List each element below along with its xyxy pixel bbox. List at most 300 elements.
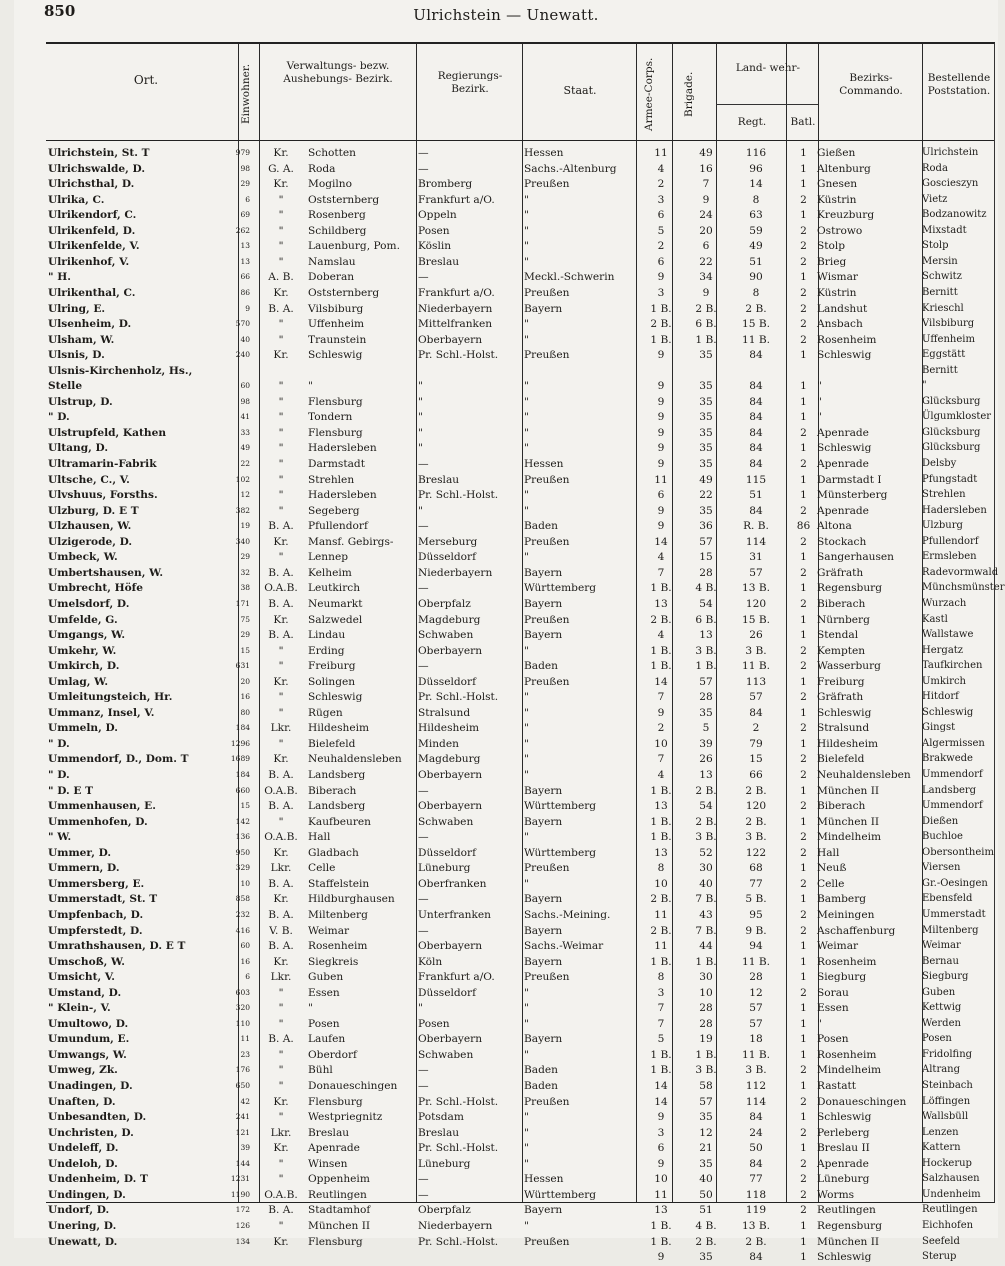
landwehr-batl-cell: 1 <box>800 162 807 175</box>
landwehr-regt-cell: 120 <box>745 597 767 610</box>
armee-corps-cell: 11 <box>654 908 668 921</box>
armee-corps-cell: 5 <box>657 1033 665 1046</box>
einwohner-cell: 102 <box>235 474 250 484</box>
aushebungsbezirk-cell: Schleswig <box>308 349 363 362</box>
staat-cell: " <box>524 318 529 331</box>
landwehr-batl-cell: 1 <box>800 411 807 424</box>
landwehr-regt-cell: 57 <box>749 691 763 704</box>
regierungsbezirk-cell: Posen <box>418 224 450 237</box>
landwehr-regt-cell: 31 <box>749 551 763 564</box>
armee-corps-cell: 1 B. <box>650 333 672 346</box>
landwehr-batl-cell: 1 <box>800 971 807 984</box>
einwohner-cell: 171 <box>235 598 250 608</box>
poststation-cell: Siegburg <box>922 971 969 983</box>
verwaltung-cell: Kr. <box>273 753 289 766</box>
regierungsbezirk-cell: — <box>418 1173 429 1186</box>
ort-cell: Ulrikendorf, C. <box>48 209 137 222</box>
verwaltung-cell: " <box>278 458 284 470</box>
armee-corps-cell: 8 <box>657 862 665 875</box>
regierungsbezirk-cell: Lüneburg <box>418 862 471 875</box>
brigade-cell: 4 B. <box>695 1219 717 1232</box>
brigade-cell: 35 <box>699 380 713 393</box>
ort-cell: Ultramarin-Fabrik <box>48 458 157 470</box>
verwaltung-cell: B. A. <box>268 1033 294 1046</box>
verwaltung-cell: Kr. <box>273 178 289 191</box>
landwehr-batl-cell: 1 <box>800 1235 807 1248</box>
staat-cell: Hessen <box>524 147 564 159</box>
bezirks-commando-cell: Biberach <box>817 800 866 813</box>
staat-cell: Preußen <box>524 862 570 875</box>
einwohner-cell: 232 <box>235 909 250 919</box>
landwehr-regt-cell: 2 B. <box>745 815 767 828</box>
poststation-cell: Glücksburg <box>922 442 981 454</box>
poststation-cell: Steinbach <box>922 1080 973 1091</box>
landwehr-regt-cell: 5 B. <box>745 893 767 906</box>
poststation-cell: Landsberg <box>922 784 977 796</box>
aushebungsbezirk-cell: Mansf. Gebirgs- <box>308 535 394 548</box>
einwohner-cell: 329 <box>235 863 250 873</box>
regierungsbezirk-cell: Düsseldorf <box>418 846 476 859</box>
regierungsbezirk-cell: Stralsund <box>418 706 471 719</box>
staat-cell: " <box>524 224 529 237</box>
landwehr-batl-cell: 2 <box>800 1095 807 1108</box>
poststation-cell: Kettwig <box>922 1002 962 1014</box>
einwohner-cell: 184 <box>235 723 250 733</box>
staat-cell: Württemberg <box>524 582 597 595</box>
armee-corps-cell: 9 <box>657 411 665 424</box>
verwaltung-cell: Kr. <box>273 613 289 626</box>
aushebungsbezirk-cell: Guben <box>308 971 344 984</box>
regierungsbezirk-cell: Frankfurt a/O. <box>418 286 495 299</box>
poststation-cell: Undenheim <box>922 1188 981 1200</box>
staat-cell: " <box>524 209 529 222</box>
bezirks-commando-cell: Gnesen <box>817 178 858 191</box>
armee-corps-cell: 3 <box>657 286 665 299</box>
landwehr-batl-cell: 2 <box>800 1173 807 1186</box>
staat-cell: Preußen <box>524 971 570 984</box>
armee-corps-cell: 6 <box>657 489 665 502</box>
ort-cell: Ulrika, C. <box>48 193 105 206</box>
armee-corps-cell: 9 <box>657 349 665 362</box>
landwehr-batl-cell: 86 <box>796 520 811 533</box>
brigade-cell: 54 <box>699 597 713 610</box>
regierungsbezirk-cell: " <box>418 504 423 517</box>
verwaltung-cell: " <box>278 644 284 657</box>
brigade-cell: 35 <box>699 458 713 470</box>
aushebungsbezirk-cell: Segeberg <box>308 504 360 517</box>
bezirks-commando-cell: Gießen <box>817 147 856 159</box>
brigade-cell: 19 <box>699 1033 713 1046</box>
brigade-cell: 54 <box>699 800 713 813</box>
verwaltung-cell: Lkr. <box>270 862 292 875</box>
bezirks-commando-cell: Rastatt <box>817 1080 857 1092</box>
bezirks-commando-cell: Rosenheim <box>817 955 877 968</box>
landwehr-batl-cell: 2 <box>800 691 807 704</box>
poststation-cell: Salzhausen <box>922 1173 980 1185</box>
ort-cell: Ulrichstein, St. T <box>48 147 150 159</box>
brigade-cell: 1 B. <box>695 955 717 968</box>
regierungsbezirk-cell: Lüneburg <box>418 1157 471 1170</box>
brigade-cell: 57 <box>699 1095 713 1108</box>
einwohner-cell: 184 <box>235 770 250 779</box>
brigade-cell: 3 B. <box>695 644 717 657</box>
aushebungsbezirk-cell: Breslau <box>308 1126 350 1139</box>
bezirks-commando-cell: Aschaffenburg <box>817 924 896 937</box>
ort-cell: Umultowo, D. <box>48 1017 129 1030</box>
brigade-cell: 26 <box>699 753 713 766</box>
brigade-cell: 57 <box>699 535 713 548</box>
staat-cell: Preußen <box>524 1095 570 1108</box>
ort-cell: Umstand, D. <box>48 986 122 999</box>
staat-cell: " <box>524 442 529 455</box>
brigade-cell: 35 <box>699 1157 713 1170</box>
armee-corps-cell: 7 <box>657 691 665 704</box>
poststation-cell: Delsby <box>922 458 957 469</box>
brigade-cell: 24 <box>699 209 713 222</box>
landwehr-regt-cell: 84 <box>749 458 763 470</box>
armee-corps-cell: 6 <box>657 1142 665 1155</box>
bezirks-commando-cell: Mindelheim <box>817 831 882 844</box>
bezirks-commando-cell: Reutlingen <box>817 1204 876 1217</box>
verwaltung-cell: B. A. <box>268 629 294 642</box>
ort-cell: Umelsdorf, D. <box>48 597 130 610</box>
bezirks-commando-cell: München II <box>817 784 880 797</box>
einwohner-cell: 1190 <box>230 1189 250 1199</box>
verwaltung-cell: B. A. <box>268 908 294 921</box>
poststation-cell: Hadersleben <box>922 504 987 516</box>
brigade-cell: 3 B. <box>695 1064 717 1077</box>
staat-cell: " <box>524 426 529 439</box>
aushebungsbezirk-cell: Kelheim <box>308 566 352 579</box>
brigade-cell: 35 <box>699 411 713 424</box>
poststation-cell: Uffenheim <box>922 333 975 345</box>
landwehr-regt-cell: 15 B. <box>742 613 770 626</box>
armee-corps-cell: 9 <box>657 706 665 719</box>
armee-corps-cell: 1 B. <box>650 1048 672 1061</box>
landwehr-batl-cell: 1 <box>800 582 807 595</box>
verwaltung-cell: Kr. <box>273 955 289 968</box>
landwehr-regt-cell: 26 <box>749 629 763 642</box>
verwaltung-cell: B. A. <box>268 940 294 953</box>
armee-corps-cell: 1 B. <box>650 1064 672 1077</box>
regierungsbezirk-cell: Pr. Schl.-Holst. <box>418 489 499 502</box>
brigade-cell: 13 <box>699 629 713 642</box>
landwehr-regt-cell: R. B. <box>743 520 769 533</box>
regierungsbezirk-cell: Pr. Schl.-Holst. <box>418 1095 499 1108</box>
einwohner-cell: 16 <box>240 956 250 966</box>
brigade-cell: 35 <box>699 442 713 455</box>
ort-cell: " D. <box>48 411 70 424</box>
aushebungsbezirk-cell: Darmstadt <box>308 458 365 470</box>
einwohner-cell: 60 <box>240 941 250 951</box>
brigade-cell: 40 <box>699 1173 713 1186</box>
brigade-cell: 35 <box>699 349 713 362</box>
regierungsbezirk-cell: — <box>418 924 429 937</box>
armee-corps-cell: 13 <box>654 1204 668 1217</box>
ort-cell: Umbertshausen, W. <box>48 566 164 579</box>
aushebungsbezirk-cell: Flensburg <box>308 395 363 408</box>
verwaltung-cell: B. A. <box>268 769 294 781</box>
armee-corps-cell: 10 <box>654 877 668 890</box>
armee-corps-cell: 9 <box>657 271 665 284</box>
ort-cell: Umlag, W. <box>48 675 109 688</box>
bezirks-commando-cell: Landshut <box>817 302 868 315</box>
verwaltung-cell: " <box>278 395 284 408</box>
bezirks-commando-cell: Meiningen <box>817 908 875 921</box>
bezirks-commando-cell: Perleberg <box>817 1126 870 1139</box>
landwehr-regt-cell: 51 <box>749 255 763 268</box>
brigade-cell: 51 <box>699 1204 713 1217</box>
landwehr-regt-cell: 13 B. <box>742 1219 770 1232</box>
ort-cell: Ulrikenhof, V. <box>48 255 130 268</box>
verwaltung-cell: " <box>278 489 284 502</box>
ort-cell: Undorf, D. <box>48 1204 110 1217</box>
regierungsbezirk-cell: Merseburg <box>418 535 478 548</box>
ort-cell: Ulzigerode, D. <box>48 535 133 548</box>
aushebungsbezirk-cell: Uffenheim <box>308 318 365 331</box>
verwaltung-cell: B. A. <box>268 302 294 315</box>
brigade-cell: 35 <box>699 706 713 719</box>
armee-corps-cell: 14 <box>654 1080 668 1092</box>
header-staat: Staat. <box>563 84 597 97</box>
landwehr-regt-cell: 50 <box>749 1142 763 1155</box>
armee-corps-cell: 7 <box>657 1017 665 1030</box>
landwehr-regt-cell: 57 <box>749 566 763 579</box>
verwaltung-cell: " <box>278 442 284 455</box>
poststation-cell: Kastl <box>922 613 948 625</box>
bezirks-commando-cell: Nürnberg <box>817 613 870 626</box>
poststation-cell: Ebensfeld <box>922 893 973 905</box>
staat-cell: Preußen <box>524 349 570 362</box>
einwohner-cell: 176 <box>235 1065 250 1075</box>
regierungsbezirk-cell: Oberfranken <box>418 877 487 890</box>
verwaltung-cell: O.A.B. <box>264 1188 298 1201</box>
verwaltung-cell: " <box>278 209 284 222</box>
staat-cell: Preußen <box>524 1235 570 1248</box>
armee-corps-cell: 1 B. <box>650 1219 672 1232</box>
aushebungsbezirk-cell: Biberach <box>308 784 357 797</box>
landwehr-regt-cell: 112 <box>745 1080 767 1092</box>
landwehr-batl-cell: 2 <box>800 224 807 237</box>
einwohner-cell: 38 <box>240 583 250 593</box>
bezirks-commando-cell: Regensburg <box>817 1219 883 1232</box>
armee-corps-cell: 1 B. <box>650 302 672 315</box>
einwohner-cell: 22 <box>240 459 250 468</box>
regierungsbezirk-cell: — <box>418 147 429 159</box>
staat-cell: Bayern <box>524 629 563 642</box>
landwehr-regt-cell: 84 <box>749 349 763 362</box>
brigade-cell: 28 <box>699 691 713 704</box>
regierungsbezirk-cell: Schwaben <box>418 815 474 828</box>
staat-cell: " <box>524 193 529 206</box>
aushebungsbezirk-cell: Neumarkt <box>308 597 363 610</box>
brigade-cell: 1 B. <box>695 333 717 346</box>
landwehr-batl-cell: 2 <box>800 286 807 299</box>
staat-cell: Württemberg <box>524 1188 597 1201</box>
landwehr-regt-cell: 66 <box>749 769 763 781</box>
aushebungsbezirk-cell: Vilsbiburg <box>308 302 364 315</box>
landwehr-batl-cell: 2 <box>800 566 807 579</box>
poststation-cell: Eggstätt <box>922 349 966 361</box>
verwaltung-cell: Kr. <box>273 286 289 299</box>
landwehr-regt-cell: 63 <box>749 209 763 222</box>
verwaltung-cell: Lkr. <box>270 722 292 735</box>
staat-cell: Bayern <box>524 1033 563 1046</box>
poststation-cell: Stolp <box>922 240 949 252</box>
einwohner-cell: 6 <box>245 194 250 204</box>
poststation-cell: Umkirch <box>922 675 966 687</box>
brigade-cell: 7 <box>702 178 710 191</box>
landwehr-batl-cell: 1 <box>800 147 807 159</box>
regierungsbezirk-cell: Düsseldorf <box>418 551 476 564</box>
landwehr-batl-cell: 1 <box>800 955 807 968</box>
landwehr-regt-cell: 122 <box>745 846 767 859</box>
verwaltung-cell: Lkr. <box>270 971 292 984</box>
aushebungsbezirk-cell: Salzwedel <box>308 613 363 626</box>
brigade-cell: 34 <box>699 271 713 284</box>
armee-corps-cell: 4 <box>657 551 665 564</box>
poststation-cell: Wallstawe <box>922 629 974 641</box>
regierungsbezirk-cell: Köln <box>418 955 443 968</box>
verwaltung-cell: B. A. <box>268 566 294 579</box>
bezirks-commando-cell: Lüneburg <box>817 1173 870 1186</box>
staat-cell: Preußen <box>524 473 570 486</box>
einwohner-cell: 98 <box>240 396 250 406</box>
ort-cell: Ulvshuus, Forsths. <box>48 489 158 502</box>
header-brigade: Brigade. <box>683 71 695 117</box>
aushebungsbezirk-cell: Rosenberg <box>308 209 366 222</box>
brigade-cell: 58 <box>699 1080 713 1092</box>
aushebungsbezirk-cell: Hall <box>308 831 331 844</box>
staat-cell: " <box>524 1017 529 1030</box>
einwohner-cell: 39 <box>240 1143 250 1153</box>
armee-corps-cell: 13 <box>654 800 668 813</box>
ort-cell: Umkehr, W. <box>48 644 117 657</box>
brigade-cell: 43 <box>699 908 713 921</box>
regierungsbezirk-cell: — <box>418 582 429 595</box>
verwaltung-cell: A. B. <box>268 271 294 284</box>
verwaltung-cell: Kr. <box>273 147 289 159</box>
aushebungsbezirk-cell: Winsen <box>308 1157 348 1170</box>
poststation-cell: Fridolfing <box>922 1048 973 1060</box>
einwohner-cell: 262 <box>235 225 250 235</box>
armee-corps-cell: 7 <box>657 566 665 579</box>
landwehr-regt-cell: 77 <box>749 877 763 890</box>
bezirks-commando-cell: " <box>817 380 822 393</box>
aushebungsbezirk-cell: Kaufbeuren <box>308 815 372 828</box>
landwehr-regt-cell: 24 <box>749 1126 763 1139</box>
einwohner-cell: 631 <box>235 661 250 671</box>
verwaltung-cell: " <box>278 193 284 206</box>
landwehr-regt-cell: 28 <box>749 971 763 984</box>
poststation-cell: Lenzen <box>922 1126 959 1138</box>
verwaltung-cell: " <box>278 1173 284 1186</box>
staat-cell: Baden <box>524 1080 558 1092</box>
landwehr-batl-cell: 2 <box>800 831 807 844</box>
ort-cell: Umleitungsteich, Hr. <box>48 691 173 704</box>
regierungsbezirk-cell: — <box>418 271 429 284</box>
regierungsbezirk-cell: Potsdam <box>418 1111 464 1124</box>
armee-corps-cell: 2 <box>657 240 665 253</box>
landwehr-regt-cell: 57 <box>749 1017 763 1030</box>
landwehr-batl-cell: 1 <box>800 629 807 642</box>
staat-cell: Hessen <box>524 1173 564 1186</box>
staat-cell: Bayern <box>524 302 563 315</box>
poststation-cell: Dießen <box>922 815 959 827</box>
regierungsbezirk-cell: Magdeburg <box>418 753 481 766</box>
landwehr-regt-cell: 79 <box>749 737 763 750</box>
staat-cell: Baden <box>524 520 558 533</box>
landwehr-batl-cell: 2 <box>800 846 807 859</box>
einwohner-cell: 40 <box>240 334 250 344</box>
header-verwaltungsbezirk: Verwaltungs- bezw. Aushebungs- Bezirk. <box>283 60 393 85</box>
armee-corps-cell: 8 <box>657 971 665 984</box>
staat-cell: " <box>524 769 529 781</box>
einwohner-cell: 1296 <box>230 738 250 748</box>
staat-cell: Bayern <box>524 566 563 579</box>
bezirks-commando-cell: Stralsund <box>817 722 870 735</box>
einwohner-cell: 134 <box>235 1236 250 1246</box>
verwaltung-cell: O.A.B. <box>264 831 298 844</box>
landwehr-batl-cell: 1 <box>800 613 807 626</box>
ort-cell: Unchristen, D. <box>48 1126 134 1139</box>
brigade-cell: 16 <box>699 162 713 175</box>
landwehr-regt-cell: 118 <box>745 1188 767 1201</box>
bezirks-commando-cell: Brieg <box>817 255 847 268</box>
regierungsbezirk-cell: Oberbayern <box>418 644 483 657</box>
ort-cell: Ummern, D. <box>48 862 120 875</box>
brigade-cell: 12 <box>699 1126 713 1139</box>
staat-cell: " <box>524 1111 529 1124</box>
landwehr-batl-cell: 1 <box>800 271 807 284</box>
aushebungsbezirk-cell: Hadersleben <box>308 489 377 502</box>
einwohner-cell: 80 <box>240 707 250 717</box>
poststation-cell: Strehlen <box>922 489 966 501</box>
armee-corps-cell: 4 <box>657 629 665 642</box>
poststation-cell: Obersontheim <box>922 846 994 858</box>
aushebungsbezirk-cell: " <box>308 1002 313 1015</box>
landwehr-batl-cell: 2 <box>800 240 807 253</box>
ort-cell: Ultsche, C., V. <box>48 473 130 486</box>
regierungsbezirk-cell: Oberpfalz <box>418 597 471 610</box>
landwehr-batl-cell: 1 <box>800 1048 807 1061</box>
armee-corps-cell: 1 B. <box>650 815 672 828</box>
poststation-cell: Miltenberg <box>922 924 979 936</box>
ort-cell: Ummendorf, D., Dom. T <box>48 753 189 766</box>
verwaltung-cell: " <box>278 255 284 268</box>
landwehr-batl-cell: 1 <box>800 551 807 564</box>
ort-cell: Ulrikenthal, C. <box>48 286 136 299</box>
armee-corps-cell: 4 <box>657 769 665 781</box>
bezirks-commando-cell: Apenrade <box>817 504 869 517</box>
bezirks-commando-cell: Stockach <box>817 535 867 548</box>
poststation-cell: Vietz <box>922 193 948 205</box>
armee-corps-cell: 2 <box>657 722 665 735</box>
ort-cell: Umschoß, W. <box>48 955 125 968</box>
poststation-cell: Sterup <box>922 1251 957 1263</box>
verwaltung-cell: Kr. <box>273 675 289 688</box>
bezirks-commando-cell: Schleswig <box>817 442 872 455</box>
armee-corps-cell: 9 <box>657 395 665 408</box>
staat-cell: " <box>524 691 529 704</box>
landwehr-batl-cell: 1 <box>800 815 807 828</box>
landwehr-regt-cell: 84 <box>749 395 763 408</box>
landwehr-regt-cell: 14 <box>749 178 763 191</box>
brigade-cell: 5 <box>702 722 710 735</box>
poststation-cell: Bernau <box>922 955 959 967</box>
landwehr-regt-cell: 116 <box>745 147 767 159</box>
brigade-cell: 28 <box>699 1017 713 1030</box>
